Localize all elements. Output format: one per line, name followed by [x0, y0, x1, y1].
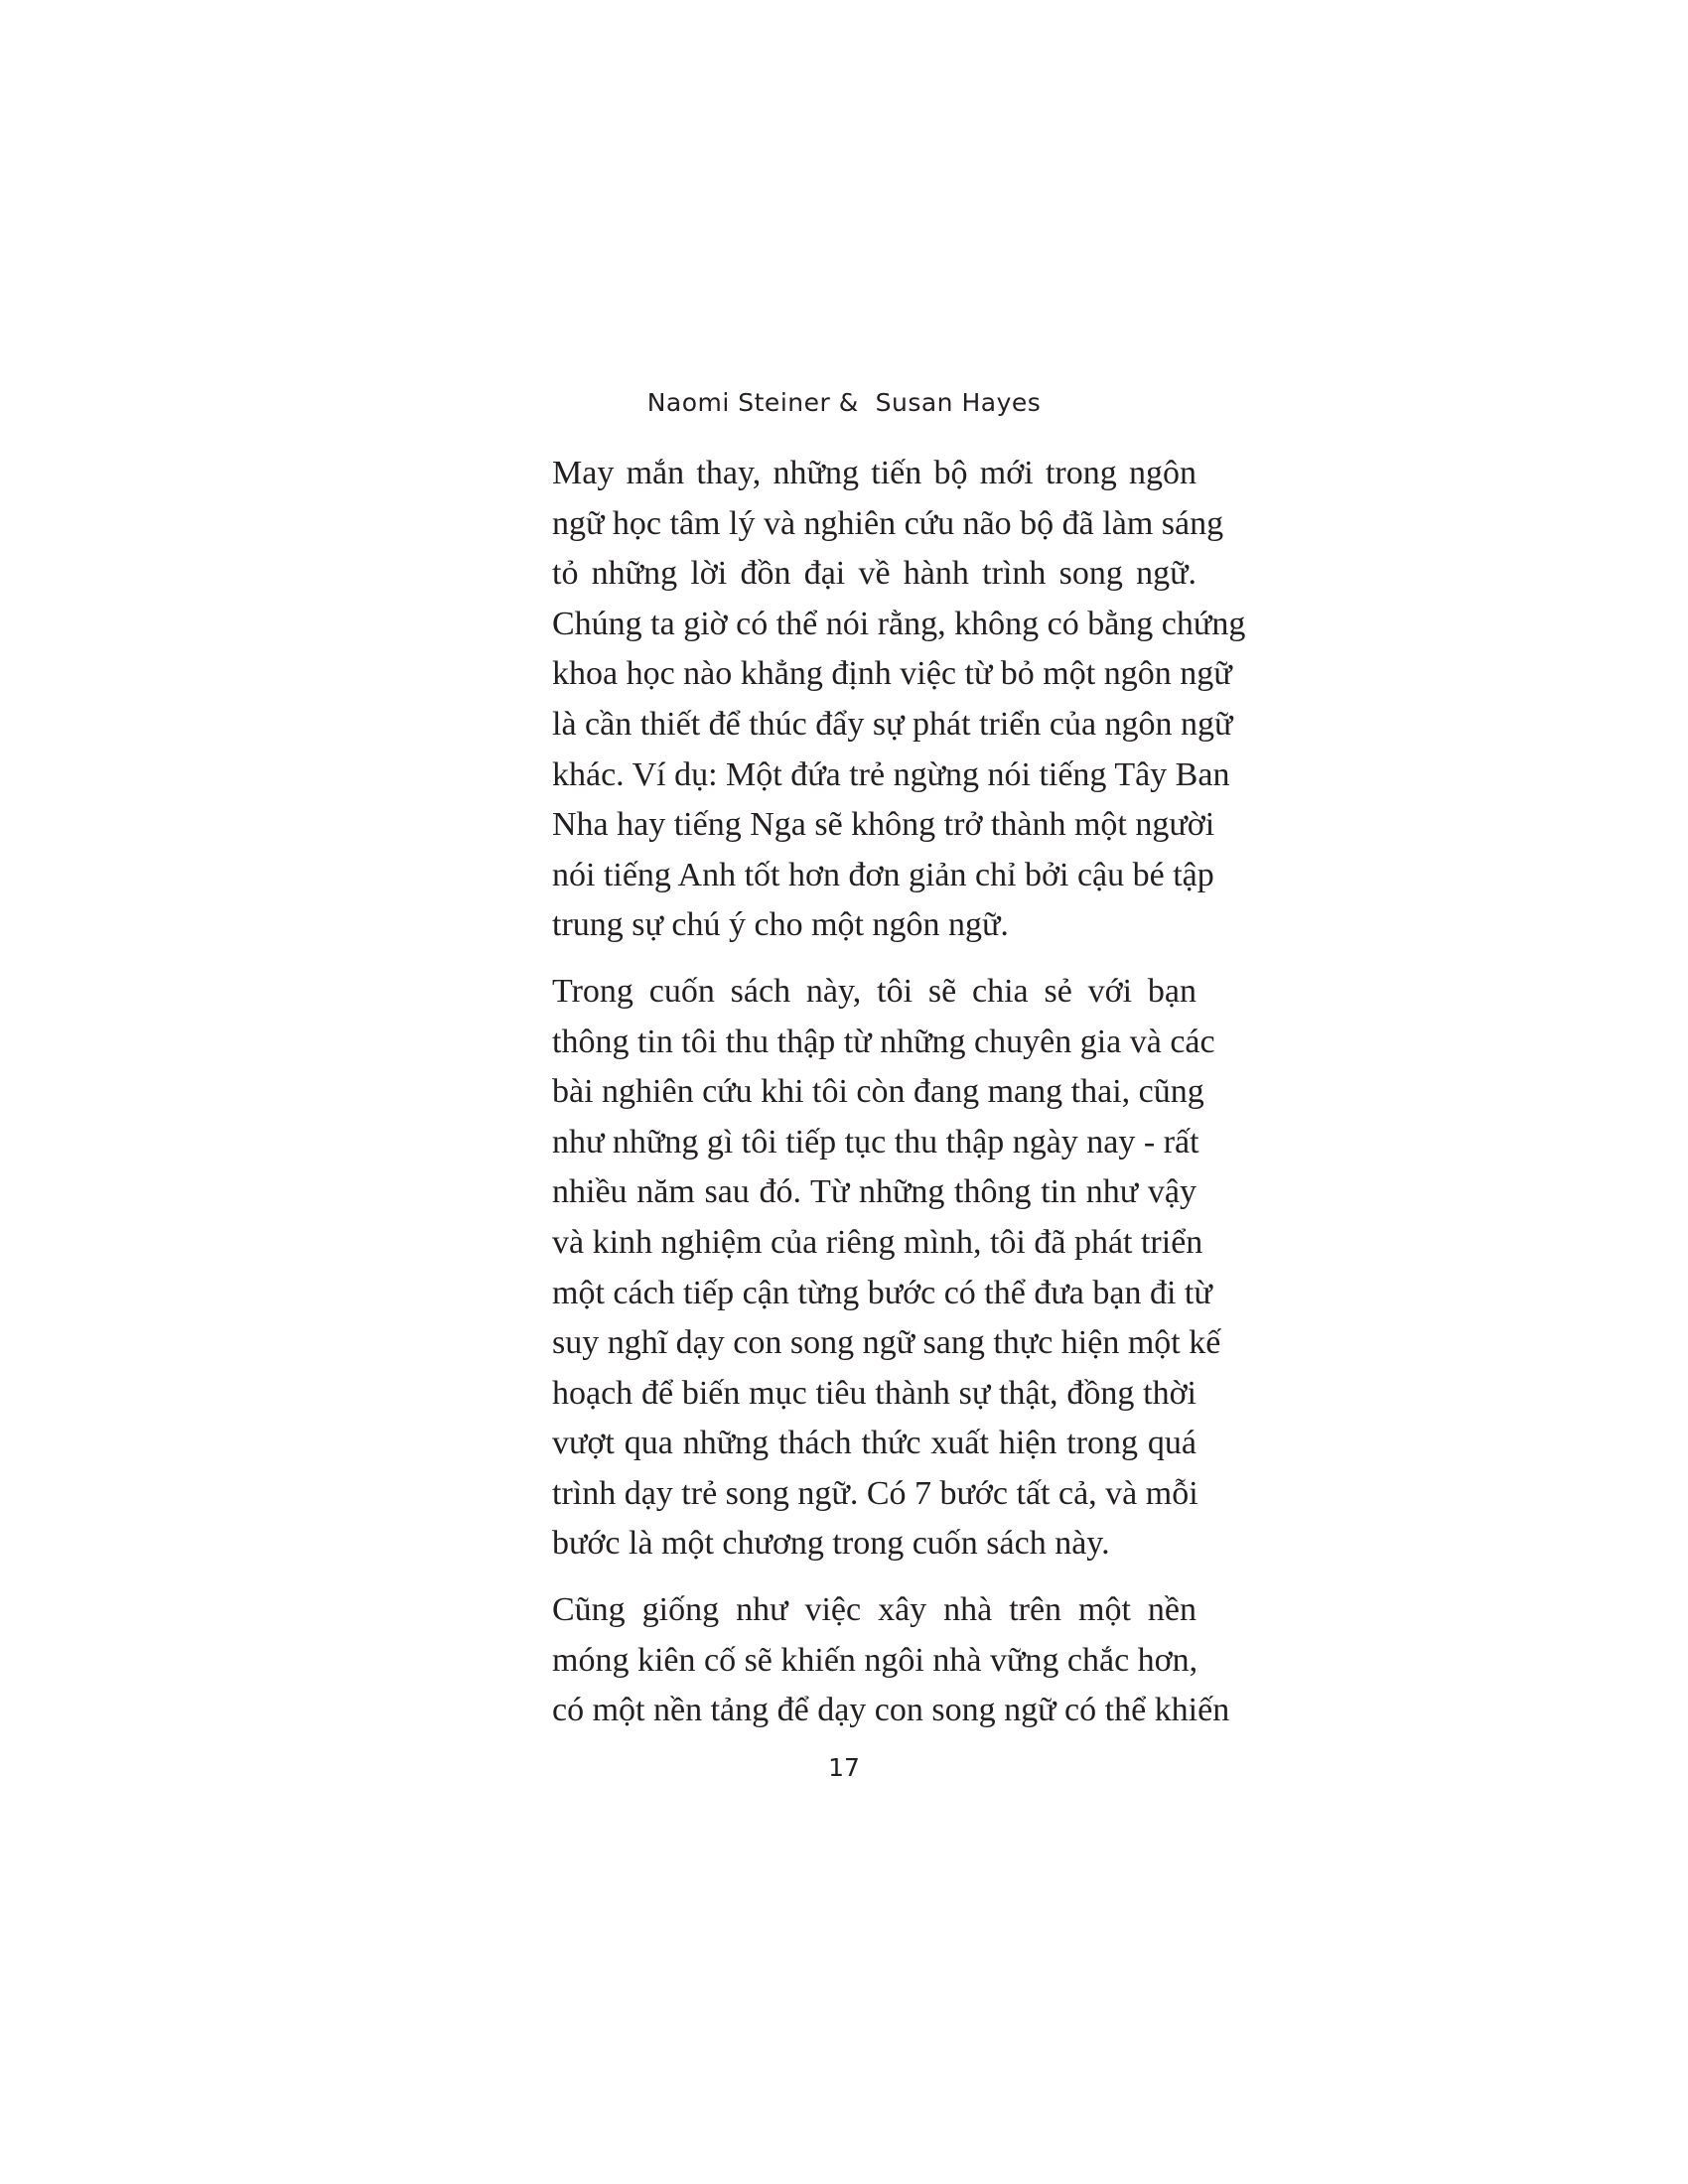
text-line: bước là một chương trong cuốn sách này.	[552, 1525, 1110, 1563]
text-line: khác. Ví dụ: Một đứa trẻ ngừng nói tiếng Tây Ban	[552, 755, 1230, 793]
text-line: vượt qua những thách thức xuất hiện trong quá	[552, 1425, 1196, 1462]
text-line: Nha hay tiếng Nga sẽ không trở thành một người	[552, 806, 1215, 844]
text-line: bài nghiên cứu khi tôi còn đang mang thai, cũng	[552, 1073, 1204, 1111]
text-line: như những gì tôi tiếp tục thu thập ngày nay - rất	[552, 1123, 1199, 1160]
text-line: và kinh nghiệm của riêng mình, tôi đã phát triển	[552, 1223, 1203, 1261]
running-header: Naomi Steiner & Susan Hayes	[646, 388, 1042, 417]
paragraph-3	[496, 1585, 1230, 1736]
text-line: May mắn thay, những tiến bộ mới trong ngôn	[552, 455, 1196, 491]
paragraph-1	[496, 449, 1246, 951]
body-text	[496, 449, 1246, 1752]
text-line: có một nền tảng để dạy con song ngữ có thể khiến	[552, 1692, 1230, 1729]
text-line: khoa học nào khẳng định việc từ bỏ một ngôn ngữ	[552, 655, 1232, 693]
text-line: nhiều năm sau đó. Từ những thông tin như vậy	[552, 1173, 1196, 1211]
text-line: tỏ những lời đồn đại về hành trình song ngữ.	[552, 555, 1196, 593]
text-line: ngữ học tâm lý và nghiên cứu não bộ đã làm sáng	[552, 504, 1224, 542]
text-line: một cách tiếp cận từng bước có thể đưa bạn đi từ	[552, 1274, 1212, 1311]
page-number: 17	[828, 1753, 860, 1782]
text-line: suy nghĩ dạy con song ngữ sang thực hiện một kế	[552, 1324, 1221, 1362]
text-line: trung sự chú ý cho một ngôn ngữ.	[552, 906, 1009, 944]
text-line: Chúng ta giờ có thể nói rằng, không có bằng chứng	[552, 605, 1246, 642]
text-line: Cũng giống như việc xây nhà trên một nền	[552, 1591, 1196, 1629]
paragraph-2	[496, 967, 1221, 1570]
text-line: hoạch để biến mục tiêu thành sự thật, đồng thời	[552, 1374, 1196, 1412]
text-line: thông tin tôi thu thập từ những chuyên gia và các	[552, 1023, 1215, 1060]
text-line: là cần thiết để thúc đẩy sự phát triển của ngôn ngữ	[552, 705, 1233, 743]
text-line: nói tiếng Anh tốt hơn đơn giản chỉ bởi cậu bé tập	[552, 856, 1214, 893]
text-line: trình dạy trẻ song ngữ. Có 7 bước tất cả, và mỗi	[552, 1474, 1198, 1512]
text-line: móng kiên cố sẽ khiến ngôi nhà vững chắc hơn,	[552, 1641, 1198, 1679]
text-line: Trong cuốn sách này, tôi sẽ chia sẻ với bạn	[552, 972, 1196, 1010]
